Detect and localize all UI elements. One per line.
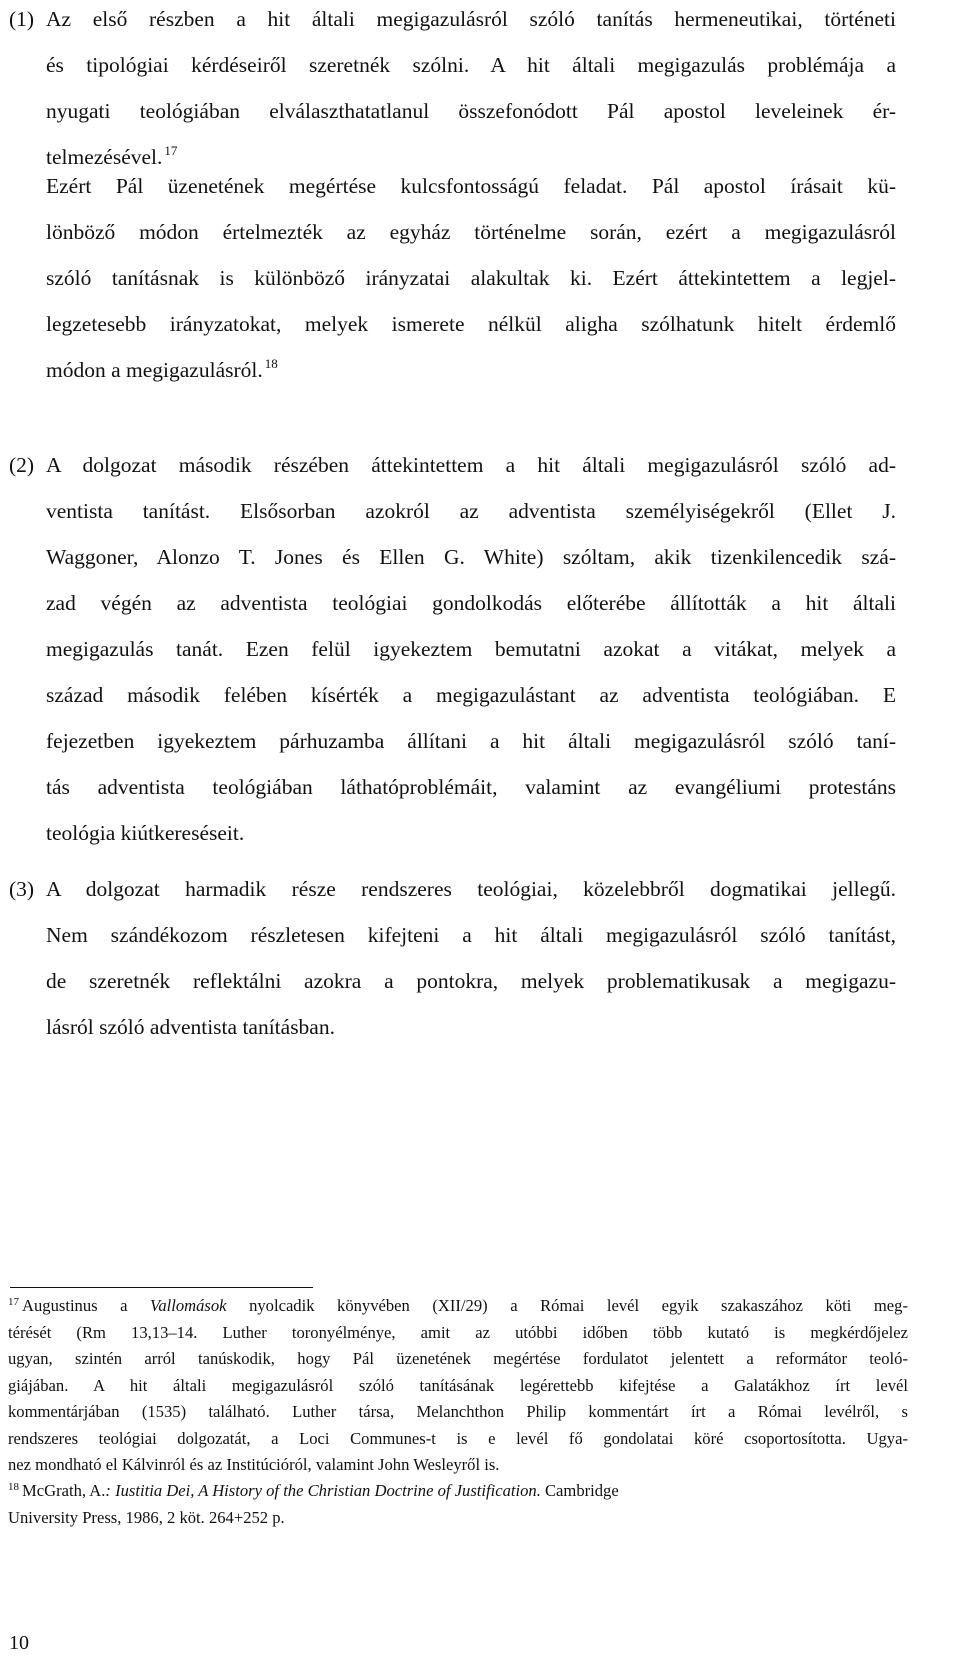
- section-number: (2): [9, 453, 35, 477]
- text-line-content: telmezésével.: [46, 145, 163, 169]
- section-number: (1): [9, 7, 35, 31]
- text-line: legzetesebb irányzatokat, melyek ismerete nélkül aligha szólhatunk hitelt érdemlő: [46, 312, 896, 336]
- text-line: Ezért Pál üzenetének megértése kulcsfontosságú feladat. Pál apostol írásait kü-: [46, 174, 896, 198]
- text-line: lönböző módon értelmezték az egyház történelme során, ezért a megigazulásról: [46, 220, 896, 244]
- text-line: [8, 1293, 908, 1320]
- text-line: Waggoner, Alonzo T. Jones és Ellen G. White) szóltam, akik tizenkilencedik szá-: [46, 545, 896, 569]
- text-line: tás adventista teológiában láthatóproblémáit, valamint az evangéliumi protestáns: [46, 775, 896, 799]
- footnote-separator: [10, 1287, 313, 1288]
- book-title: : Iustitia Dei, A History of the Christian Doctrine of Justification.: [105, 1481, 541, 1500]
- text-line-content: módon a megigazulásról.: [46, 358, 263, 382]
- text-line: [46, 347, 896, 393]
- text-line: giájában. A hit általi megigazulásról szóló tanításának legérettebb kifejtése a Galatákhoz írt levél: [8, 1375, 908, 1395]
- footnote-17: [8, 1293, 908, 1479]
- paragraph: [46, 163, 896, 393]
- text-span: Augustinus a: [22, 1296, 151, 1315]
- footnote-ref: 17: [164, 143, 178, 158]
- text-line: Nem szándékozom részletesen kifejteni a hit általi megigazulásról szóló tanítást,: [46, 923, 896, 947]
- text-line: A dolgozat második részében áttekintettem a hit általi megigazulásról szóló ad-: [46, 453, 896, 477]
- section-number: (3): [9, 877, 35, 901]
- page-number: 10: [9, 1632, 29, 1654]
- text-line: és tipológiai kérdéseiről szeretnék szólni. A hit általi megigazulás problémája a: [46, 53, 896, 77]
- text-line: ventista tanítást. Elsősorban azokról az adventista személyiségekről (Ellet J.: [46, 499, 896, 523]
- text-line: szóló tanításnak is különböző irányzatai alakultak ki. Ezért áttekintettem a legjel-: [46, 266, 896, 290]
- text-line: század második felében kísérték a megigazulástant az adventista teológiában. E: [46, 683, 896, 707]
- paragraph: [46, 442, 896, 856]
- text-line: teológia kiútkereséseit.: [46, 821, 245, 845]
- text-line: A dolgozat harmadik része rendszeres teológiai, közelebbről dogmatikai jellegű.: [46, 877, 896, 901]
- text-line: megigazulás tanát. Ezen felül igyekeztem bemutatni azokat a vitákat, melyek a: [46, 637, 896, 661]
- text-line: nez mondható el Kálvinról és az Institúcióról, valamint John Wesleyről is.: [8, 1455, 500, 1474]
- publisher: Cambridge: [540, 1481, 619, 1500]
- text-line: fejezetben igyekeztem párhuzamba állítani a hit általi megigazulásról szóló taní-: [46, 729, 896, 753]
- footnote-number: 17: [8, 1296, 19, 1308]
- text-line: nyugati teológiában elválaszthatatlanul összefonódott Pál apostol leveleinek ér-: [46, 99, 896, 123]
- paragraph: [46, 0, 896, 180]
- text-line: lásról szóló adventista tanításban.: [46, 1015, 335, 1039]
- footnote-number: 18: [8, 1481, 19, 1493]
- text-line: ugyan, szintén arról tanúskodik, hogy Pál üzenetének megértése fordulatot jelentett a reformátor teoló-: [8, 1349, 908, 1368]
- text-line: Az első részben a hit általi megigazulásról szóló tanítás hermeneutikai, történeti: [46, 7, 896, 31]
- text-line: de szeretnék reflektálni azokra a pontokra, melyek problematikusak a megigazu-: [46, 969, 896, 993]
- text-line: [8, 1478, 908, 1505]
- footnote-18: [8, 1478, 908, 1531]
- text-line: kommentárjában (1535) található. Luther társa, Melanchthon Philip kommentárt írt a Római levélről, s: [8, 1402, 908, 1421]
- text-line: térését (Rm 13,13–14. Luther toronyélménye, amit az utóbbi időben több kutató is megkérdőjelez: [8, 1322, 908, 1342]
- paragraph: [46, 866, 896, 1050]
- book-title: Vallomások: [150, 1296, 227, 1315]
- text-line: University Press, 1986, 2 köt. 264+252 p.: [8, 1507, 285, 1527]
- text-line: rendszeres teológiai dolgozatát, a Loci Communes-t is e levél fő gondolatai köré csoportosította. Ugya-: [8, 1428, 908, 1448]
- author: McGrath, A.: [22, 1481, 106, 1500]
- footnote-ref: 18: [264, 356, 278, 371]
- text-span: nyolcadik könyvében (XII/29) a Római levél egyik szakaszához köti meg-: [226, 1296, 908, 1315]
- text-line: zad végén az adventista teológiai gondolkodás előterébe állították a hit általi: [46, 591, 896, 615]
